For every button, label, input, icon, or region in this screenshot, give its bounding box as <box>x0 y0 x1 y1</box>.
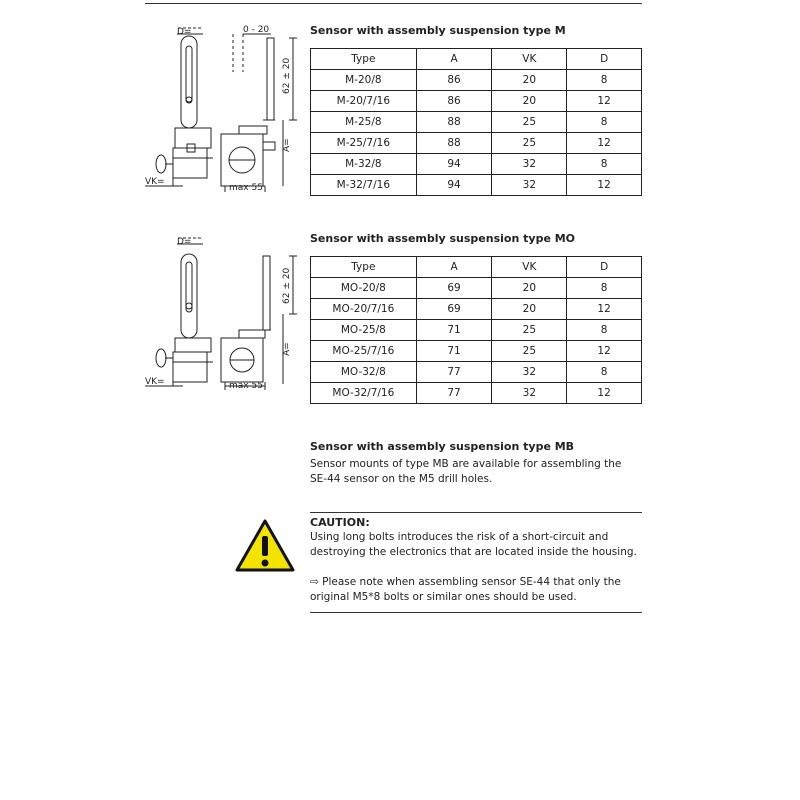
cell-vk: 20 <box>492 299 567 320</box>
cell-a: 86 <box>416 70 492 91</box>
cell-d: 12 <box>567 341 642 362</box>
cell-d: 8 <box>567 278 642 299</box>
type-mo-table <box>310 256 642 404</box>
cell-d: 8 <box>567 362 642 383</box>
drawing-mo-max-label: max 55 <box>229 381 263 391</box>
section-m-title: Sensor with assembly suspension type M <box>310 24 566 37</box>
cell-d: 12 <box>567 133 642 154</box>
drawing-mo-d-label: D= <box>177 237 192 247</box>
caution-title: CAUTION: <box>310 516 370 529</box>
section-mb-text-line1: Sensor mounts of type MB are available for assembling the <box>310 458 622 470</box>
table-row <box>311 154 642 175</box>
cell-d: 12 <box>567 383 642 404</box>
cell-a: 77 <box>416 362 492 383</box>
warning-triangle-icon <box>234 518 296 574</box>
drawing-type-m <box>143 24 303 194</box>
table-row <box>311 278 642 299</box>
top-rule <box>145 3 642 4</box>
cell-vk: 32 <box>492 383 567 404</box>
cell-a: 88 <box>416 133 492 154</box>
cell-vk: 25 <box>492 112 567 133</box>
cell-type: M-32/8 <box>311 154 417 175</box>
section-type-mo <box>310 232 642 404</box>
caution-bottom-rule <box>310 612 642 613</box>
section-mb-text-line2: SE-44 sensor on the M5 drill holes. <box>310 473 493 485</box>
caution-text-line2: destroying the electronics that are located inside the housing. <box>310 546 637 558</box>
cell-a: 77 <box>416 383 492 404</box>
cell-type: M-32/7/16 <box>311 175 417 196</box>
table-row <box>311 299 642 320</box>
table-row <box>311 320 642 341</box>
type-m-table <box>310 48 642 196</box>
drawing-m-d-label: D= <box>177 27 192 37</box>
cell-vk: 20 <box>492 278 567 299</box>
header-d: D <box>567 49 642 70</box>
section-mb-title: Sensor with assembly suspension type MB <box>310 440 575 453</box>
section-type-mb <box>310 440 642 487</box>
table-row <box>311 70 642 91</box>
cell-type: M-25/7/16 <box>311 133 417 154</box>
drawing-mo-a-label: A= <box>282 342 292 356</box>
cell-d: 8 <box>567 154 642 175</box>
cell-type: MO-32/8 <box>311 362 417 383</box>
cell-d: 12 <box>567 91 642 112</box>
drawing-mo-height-label: 62 ± 20 <box>282 267 292 304</box>
cell-type: MO-25/7/16 <box>311 341 417 362</box>
cell-type: MO-20/7/16 <box>311 299 417 320</box>
drawing-m-max-label: max 55 <box>229 183 263 193</box>
cell-type: MO-25/8 <box>311 320 417 341</box>
table-header-row <box>311 257 642 278</box>
table-row <box>311 362 642 383</box>
cell-vk: 32 <box>492 154 567 175</box>
cell-a: 71 <box>416 341 492 362</box>
section-type-m <box>310 24 642 196</box>
drawing-m-a-label: A= <box>282 138 292 152</box>
table-row <box>311 175 642 196</box>
cell-a: 69 <box>416 278 492 299</box>
cell-d: 8 <box>567 112 642 133</box>
header-a: A <box>416 257 492 278</box>
caution-note-line2: original M5*8 bolts or similar ones should be used. <box>310 591 577 603</box>
cell-vk: 25 <box>492 341 567 362</box>
table-row <box>311 112 642 133</box>
cell-type: MO-32/7/16 <box>311 383 417 404</box>
cell-vk: 20 <box>492 70 567 91</box>
table-row <box>311 383 642 404</box>
cell-type: M-20/7/16 <box>311 91 417 112</box>
drawing-m-offset-label: 0 - 20 <box>243 25 270 35</box>
cell-a: 71 <box>416 320 492 341</box>
cell-type: MO-20/8 <box>311 278 417 299</box>
cell-vk: 32 <box>492 175 567 196</box>
cell-a: 94 <box>416 154 492 175</box>
cell-type: M-20/8 <box>311 70 417 91</box>
cell-a: 94 <box>416 175 492 196</box>
caution-block <box>310 516 642 605</box>
header-type: Type <box>311 49 417 70</box>
caution-text-line1: Using long bolts introduces the risk of a short-circuit and <box>310 531 609 543</box>
caution-top-rule <box>310 512 642 513</box>
drawing-mo-vk-label: VK= <box>145 377 165 387</box>
header-a: A <box>416 49 492 70</box>
table-row <box>311 133 642 154</box>
caution-note-line1: ⇨ Please note when assembling sensor SE-44 that only the <box>310 576 621 588</box>
cell-d: 8 <box>567 70 642 91</box>
section-mo-title: Sensor with assembly suspension type MO <box>310 232 576 245</box>
table-row <box>311 91 642 112</box>
cell-a: 86 <box>416 91 492 112</box>
cell-d: 12 <box>567 299 642 320</box>
cell-vk: 25 <box>492 133 567 154</box>
cell-vk: 20 <box>492 91 567 112</box>
cell-a: 69 <box>416 299 492 320</box>
cell-type: M-25/8 <box>311 112 417 133</box>
cell-d: 12 <box>567 175 642 196</box>
header-type: Type <box>311 257 417 278</box>
table-row <box>311 341 642 362</box>
cell-a: 88 <box>416 112 492 133</box>
header-d: D <box>567 257 642 278</box>
header-vk: VK <box>492 49 567 70</box>
drawing-m-vk-label: VK= <box>145 177 165 187</box>
cell-vk: 32 <box>492 362 567 383</box>
cell-vk: 25 <box>492 320 567 341</box>
header-vk: VK <box>492 257 567 278</box>
drawing-m-height-label: 62 ± 20 <box>282 57 292 94</box>
cell-d: 8 <box>567 320 642 341</box>
drawing-type-mo <box>143 234 303 394</box>
table-header-row <box>311 49 642 70</box>
